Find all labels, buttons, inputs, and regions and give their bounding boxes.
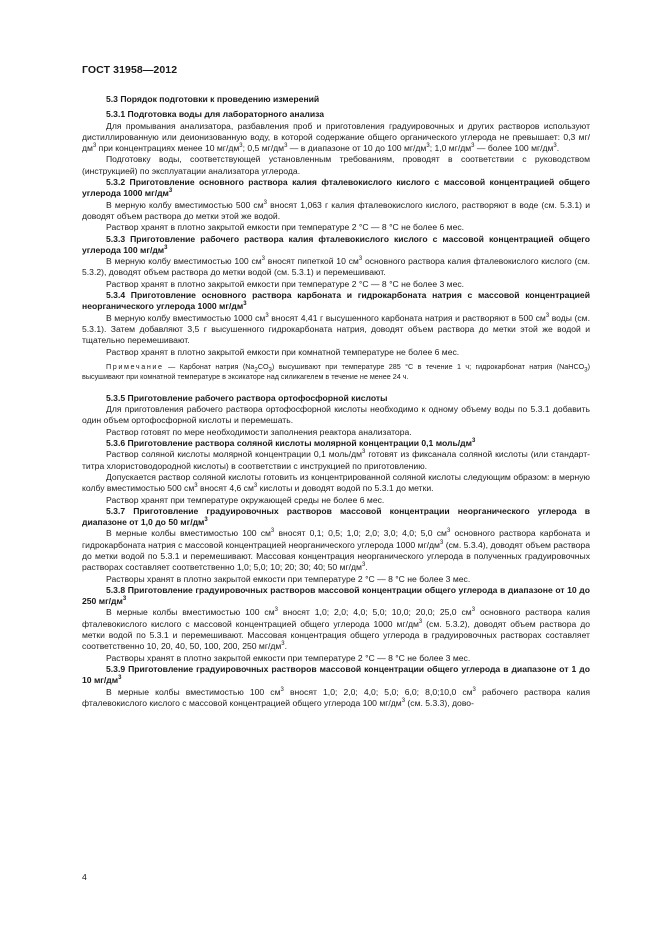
section-5-3-7-paragraph: Растворы хранят в плотно закрытой емкости при температуре 2 °С — 8 °С не более 3 мес. xyxy=(106,573,471,584)
section-5-3-title: 5.3 Порядок подготовки к проведению измерений xyxy=(106,94,320,104)
section-5-3-6-title: 5.3.6 Приготовление раствора соляной кислоты молярной концентрации 0,1 моль/$дм^3$ xyxy=(106,438,476,449)
section-5-3-8-paragraph: Растворы хранят в плотно закрытой емкости при температуре 2 °С — 8 °С не более 3 мес. xyxy=(106,652,471,663)
section-5-3-6-paragraph: Раствор хранят при температуре окружающей среды не более 6 мес. xyxy=(106,494,385,505)
section-5-3-3-title: 5.3.3 Приготовление рабочего раствора калия фталевокислого кислого с массовой концентрацией общего углерода 100 $мг/дм^3$ xyxy=(82,233,590,255)
section-5-3-2-paragraph: Раствор хранят в плотно закрытой емкости при температуре 2 °С — 8 °С не более 6 мес. xyxy=(106,222,465,233)
section-5-3-9-paragraph: В мерные колбы вместимостью 100 $см^3$ вносят 1,0; 2,0; 4,0; 5,0; 6,0; 8,0;10,0 $см^3$ рабочего раствора калия фталевокислого кислого с массовой концентрацией общего углерода 100 $мг/дм^3$ (см. 5.3.3), дово- xyxy=(82,686,591,708)
section-5-3-6-paragraph: Раствор соляной кислоты молярной концентрации 0,1 моль/$дм^3$ готовят из фиксанала соляной кислоты (или стандарт-титра хлористоводородной кислоты) в соответствии с инструкцией по приготовлению. xyxy=(82,449,591,471)
section-5-3-8-title: 5.3.8 Приготовление градуировочных растворов массовой концентрации общего углерода в диапазоне от 10 до 250 $мг/дм^3$ xyxy=(82,584,590,607)
section-5-3-1-title: 5.3.1 Подготовка воды для лабораторного анализа xyxy=(106,109,325,120)
section-5-3-5-title: 5.3.5 Приготовление рабочего раствора ортофосфорной кислоты xyxy=(106,392,388,403)
page-number: 4 xyxy=(82,872,87,882)
section-5-3-4-paragraph: В мерную колбу вместимостью 1000 $см^3$ вносят 4,41 г высушенного карбоната натрия и растворяют в 500 $см^3$ воды (см. 5.3.1). Затем добавляют 3,5 г высушенного гидрокарбоната натрия, доводят объем раствора до метки этой же водой и тщательно перемешивают. xyxy=(82,312,590,346)
section-5-3-3-paragraph: В мерную колбу вместимостью 100 $см^3$ вносят пипеткой 10 $см^3$ основного раствора калия фталевокислого кислого (см. 5.3.2), доводят объем раствора до метки водой (см. 5.3.1) и перемешивают. xyxy=(82,256,590,278)
section-5-3-2-paragraph: В мерную колбу вместимостью 500 $см^3$ вносят 1,063 г калия фталевокислого кислого, растворяют в воде (см. 5.3.1) и доводят объем раствора до метки этой же водой. xyxy=(82,199,590,221)
section-5-3-2-title: 5.3.2 Приготовление основного раствора калия фталевокислого кислого с массовой концентрацией общего углерода 1000 $мг/дм^3$ xyxy=(82,177,590,199)
section-5-3-4-title: 5.3.4 Приготовление основного раствора карбоната и гидрокарбоната натрия с массовой концентрацией неорганического углерода 1000 $мг/дм^3$ xyxy=(82,290,590,312)
section-5-3-4-paragraph: Раствор хранят в плотно закрытой емкости при комнатной температуре не более 6 мес. xyxy=(106,346,460,357)
section-5-3-6-paragraph: Допускается раствор соляной кислоты готовить из концентрированной соляной кислоты следующим образом: в мерную колбу вместимостью 500 $см^3$ вносят 4,6 $см^3$ кислоты и доводят водой по 5.3.1 до метки. xyxy=(82,471,590,494)
section-5-3-9-title: 5.3.9 Приготовление градуировочных растворов массовой концентрации общего углерода в диапазоне от 1 до 10 $мг/дм^3$ xyxy=(82,663,590,686)
section-5-3-4-note: Примечание — Карбонат натрия $(Na_2CO_3)$ высушивают при температуре 285 °С в течение 1 ч; гидрокарбонат натрия (NaHCO$_3$) высушивают при комнатной температуре в эксикаторе над силикагелем в течение не менее 24 ч. xyxy=(82,361,590,381)
document-body xyxy=(82,92,590,709)
section-5-3-3-paragraph: Раствор хранят в плотно закрытой емкости при температуре 2 °С — 8 °С не более 3 мес. xyxy=(106,278,465,289)
section-5-3-5-paragraph: Раствор готовят по мере необходимости заполнения реактора анализатора. xyxy=(106,426,412,437)
document-header: ГОСТ 31958—2012 xyxy=(82,64,178,76)
section-5-3-1-paragraph: Подготовку воды, соответствующей установленным требованиям, проводят в соответствии с руководством (инструкцией) по эксплуатации анализатора углерода. xyxy=(82,154,590,176)
section-5-3-7-paragraph: В мерные колбы вместимостью 100 $см^3$ вносят 0,1; 0,5; 1,0; 2,0; 3,0; 4,0; 5,0 $см^3$ основного раствора карбоната и гидрокарбоната натрия с массовой концентрацией неорганического углерода 1000 $мг/дм^3$ (см. 5.3.4), доводят объем раствора до метки водой по 5.3.1 и перемешивают. Массовая концентрация неорганического углерода в полученных градуировочных растворах составляет соответственно 1,0; 5,0; 10; 20; 30; 40; 50 $мг/дм^3$. xyxy=(82,528,590,573)
section-5-3-8-paragraph: В мерные колбы вместимостью 100 $см^3$ вносят 1,0; 2,0; 4,0; 5,0; 10,0; 20,0; 25,0 $см^3$ основного раствора калия фталевокислого кислого с массовой концентрацией общего углерода 1000 $мг/дм^3$ (см. 5.3.2), доводят объем раствора до метки водой по 5.3.1 и перемешивают. Массовая концентрация общего углерода в градуировочных растворах составляет соответственно 10, 20, 40, 50, 100, 200, 250 $мг/дм^3$. xyxy=(82,607,590,652)
section-5-3-7-title: 5.3.7 Приготовление градуировочных растворов массовой концентрации неорганического углерода в диапазоне от 1,0 до 50 $мг/дм^3$ xyxy=(82,505,590,528)
section-5-3-5-paragraph: Для приготовления рабочего раствора ортофосфорной кислоты необходимо к одному объему воды по 5.3.1 добавить один объем ортофосфорной кислоты и перемешать. xyxy=(82,404,590,426)
section-5-3-1-paragraph: Для промывания анализатора, разбавления проб и приготовления градуировочных и других растворов используют дистиллированную или деионизованную воду, в которой содержание общего органического углерода не превышает: 0,3 $мг/дм^3$ при концентрациях менее 10 $мг/дм^3$; 0,5 $мг/дм^3$ — в диапазоне от 10 до 100 $мг/дм^3$; 1,0 $мг/дм^3$ — более 100 $мг/дм^3$. xyxy=(82,120,590,154)
